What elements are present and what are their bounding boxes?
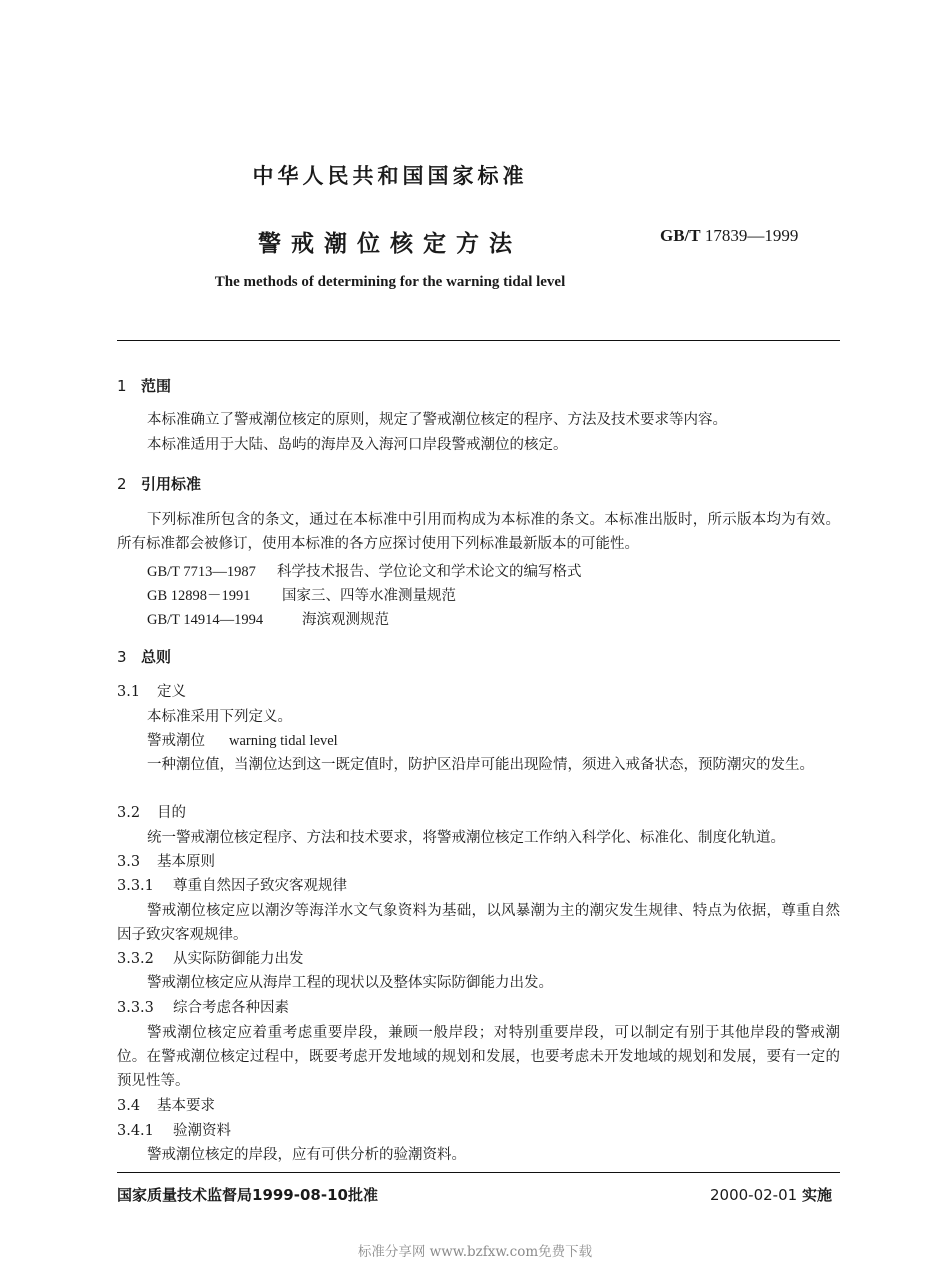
section-3-4-1-heading: 3.4.1 验潮资料 [117,1123,231,1139]
term-chinese: 警戒潮位 [147,733,205,749]
term-english: warning tidal level [229,733,338,749]
section-3-3-2-paragraph: 警戒潮位核定应从海岸工程的现状以及整体实际防御能力出发。 [147,975,553,991]
national-standard-heading: 中华人民共和国国家标准 [252,164,528,188]
section-3-4-1-paragraph: 警戒潮位核定的岸段，应有可供分析的验潮资料。 [147,1147,466,1163]
section-1-paragraph-1: 本标准确立了警戒潮位核定的原则，规定了警戒潮位核定的程序、方法及技术要求等内容。 [147,412,727,428]
section-3-heading: 3 总则 [117,648,172,666]
section-3-3-1-heading: 3.3.1 尊重自然因子致灾客观规律 [117,878,347,894]
header-rule [117,340,840,341]
reference-standard-3: GB/T 14914—1994 海滨观测规范 [147,612,389,628]
term-definition: 一种潮位值，当潮位达到这一既定值时，防护区沿岸可能出现险情，须进入戒备状态，预防潮灾的发生。 [147,757,814,773]
watermark: 标准分享网 www.bzfxw.com免费下载 [357,1244,593,1260]
english-title: The methods of determining for the warning tidal level [214,274,566,290]
effective-date: 2000-02-01 实施 [710,1186,832,1204]
term-entry [147,729,338,753]
section-3-3-3-paragraph: 警戒潮位核定应着重考虑重要岸段，兼顾一般岸段；对特别重要岸段，可以制定有别于其他岸段的警戒潮位。在警戒潮位核定过程中，既要考虑开发地域的规划和发展，也要考虑未开发地域的规划和发展，要有一定的预见性等。 [117,1025,840,1089]
section-3-3-3-heading: 3.3.3 综合考虑各种因素 [117,1000,289,1016]
section-3-4-heading: 3.4 基本要求 [117,1098,215,1114]
section-1-paragraph-2: 本标准适用于大陆、岛屿的海岸及入海河口岸段警戒潮位的核定。 [147,437,568,453]
section-3-3-1-paragraph: 警戒潮位核定应以潮汐等海洋水文气象资料为基础，以风暴潮为主的潮灾发生规律、特点为依据，尊重自然因子致灾客观规律。 [117,903,840,943]
section-3-2-heading: 3.2 目的 [117,805,186,821]
standard-code [660,226,798,246]
section-3-3-heading: 3.3 基本原则 [117,854,215,870]
section-3-3-2-heading: 3.3.2 从实际防御能力出发 [117,951,304,967]
code-number: 17839—1999 [704,226,799,245]
section-3-1-paragraph: 本标准采用下列定义。 [147,709,292,725]
section-2-heading: 2 引用标准 [117,475,202,493]
section-3-1-heading: 3.1 定义 [117,684,186,700]
reference-standard-2: GB 12898－1991 国家三、四等水准测量规范 [147,588,456,604]
issuing-authority: 国家质量技术监督局1999-08-10批准 [117,1186,378,1204]
reference-standard-1: GB/T 7713—1987 科学技术报告、学位论文和学术论文的编写格式 [147,564,582,580]
section-3-2-paragraph: 统一警戒潮位核定程序、方法和技术要求，将警戒潮位核定工作纳入科学化、标准化、制度化轨道。 [147,830,785,846]
code-prefix: GB/T [660,226,701,245]
section-1-heading: 1 范围 [117,377,172,395]
footer-rule [117,1172,840,1173]
section-2-paragraph: 下列标准所包含的条文，通过在本标准中引用而构成为本标准的条文。本标准出版时，所示版本均为有效。所有标准都会被修订，使用本标准的各方应探讨使用下列标准最新版本的可能性。 [117,512,840,552]
standard-title: 警戒潮位核定方法 [258,231,522,257]
